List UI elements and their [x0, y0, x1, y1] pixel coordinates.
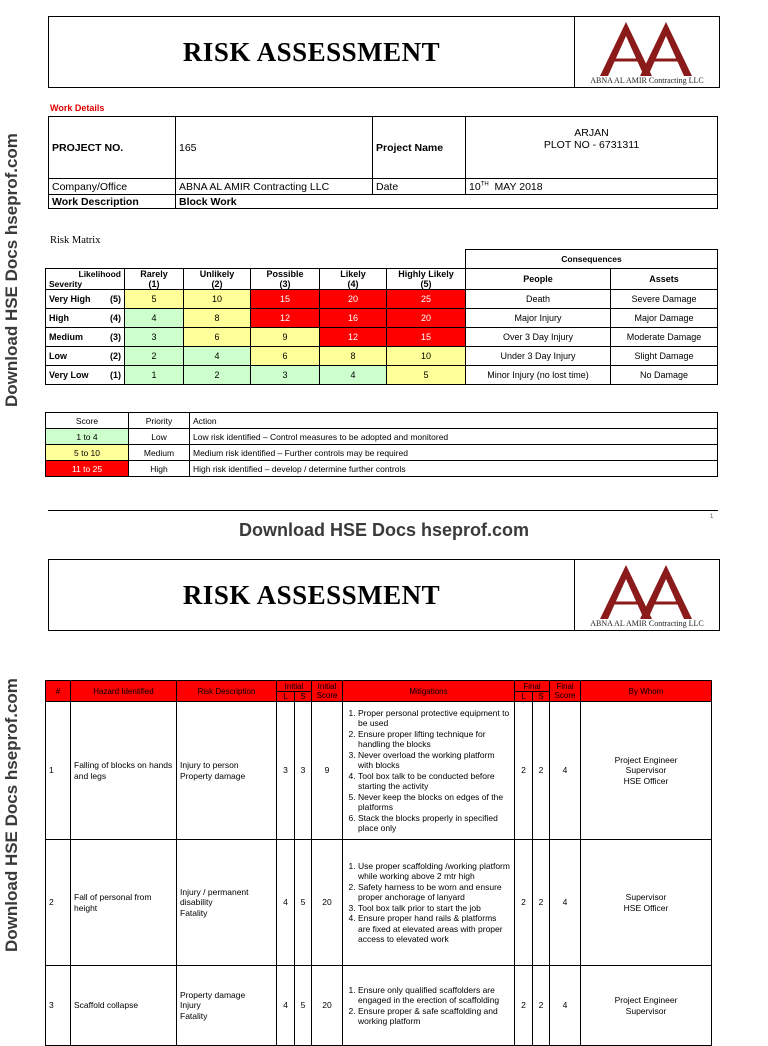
date-value — [466, 179, 718, 195]
project-name-line2: PLOT NO - 6731311 — [543, 139, 640, 151]
col-initial-l: L — [277, 692, 295, 702]
mitigation-item: 2. Safety harness to be worn and ensure proper anchorage of lanyard — [358, 882, 511, 903]
initial-l: 3 — [277, 702, 295, 840]
priority-value: Low — [129, 429, 190, 445]
initial-s: 5 — [295, 966, 312, 1046]
col-num: (3) — [279, 278, 291, 289]
col-num: (5) — [420, 278, 432, 289]
risk-desc — [177, 702, 277, 840]
mitigation-item: 3. Never overload the working platform with blocks — [358, 750, 511, 771]
project-name-label: Project Name — [373, 117, 466, 179]
initial-score: 20 — [312, 966, 343, 1046]
likelihood-label: Likelihood — [78, 268, 121, 279]
by-line: Project Engineer — [614, 995, 678, 1005]
by-line: Supervisor — [625, 1005, 667, 1016]
sev-num: (5) — [110, 293, 121, 304]
score-cell: 6 — [251, 346, 320, 365]
date-day: 10 — [469, 180, 481, 193]
people-consequence: Death — [466, 289, 611, 308]
score-cell: 5 — [125, 289, 184, 308]
mitigations — [343, 702, 515, 840]
risk-line: Injury — [180, 1000, 201, 1011]
mitigations — [343, 966, 515, 1046]
col-name: Unlikely — [199, 268, 235, 279]
work-details-table — [48, 116, 718, 209]
hazard-text: Falling of blocks on hands and legs — [71, 702, 177, 840]
col-highly-likely — [387, 268, 466, 289]
col-final-l: L — [515, 692, 533, 702]
by-line: HSE Officer — [623, 775, 669, 786]
project-name-line1: ARJAN — [574, 127, 609, 139]
score-cell: 25 — [387, 289, 466, 308]
assets-consequence: Moderate Damage — [611, 327, 718, 346]
page-title: RISK ASSESSMENT — [182, 579, 441, 610]
col-likely — [320, 268, 387, 289]
risk-line: Fatality — [180, 1010, 208, 1021]
table-row — [46, 702, 712, 840]
score-cell: 16 — [320, 308, 387, 327]
action-value: Low risk identified – Control measures to be adopted and monitored — [190, 429, 718, 445]
score-range: 1 to 4 — [46, 429, 129, 445]
company-value: ABNA AL AMIR Contracting LLC — [176, 179, 373, 195]
people-consequence: Major Injury — [466, 308, 611, 327]
mitigation-item: 1. Ensure only qualified scaffolders are engaged in the erection of scaffolding — [358, 985, 511, 1006]
company-logo — [574, 17, 719, 87]
table-row — [46, 966, 712, 1046]
col-final-s: S — [533, 692, 550, 702]
people-consequence: Minor Injury (no lost time) — [466, 365, 611, 384]
hazard-table — [45, 680, 712, 1046]
initial-score: 9 — [312, 702, 343, 840]
score-cell: 10 — [387, 346, 466, 365]
sev-name: Medium — [49, 331, 84, 342]
score-header: Score — [46, 413, 129, 429]
score-cell: 4 — [184, 346, 251, 365]
date-rest: MAY 2018 — [494, 180, 543, 193]
logo-caption: ABNA AL AMIR Contracting LLC — [590, 76, 704, 85]
score-cell: 3 — [251, 365, 320, 384]
col-hazard-header: Hazard Identified — [71, 681, 177, 702]
score-cell: 1 — [125, 365, 184, 384]
side-watermark-bottom: Download HSE Docs hseprof.com — [2, 678, 21, 952]
aa-logo-icon — [592, 563, 702, 619]
score-cell: 3 — [125, 327, 184, 346]
risk-line: Fatality — [180, 907, 208, 918]
by-whom — [581, 840, 712, 966]
col-num: (1) — [148, 278, 160, 289]
initial-s: 3 — [295, 702, 312, 840]
final-score: 4 — [550, 840, 581, 966]
date-label: Date — [373, 179, 466, 195]
score-cell: 4 — [125, 308, 184, 327]
mitigation-item: 6. Stack the blocks properly in specified place only — [358, 813, 511, 834]
hazard-text: Fall of personal from height — [71, 840, 177, 966]
people-consequence: Over 3 Day Injury — [466, 327, 611, 346]
mitigation-item: 2. Ensure proper & safe scaffolding and working platform — [358, 1006, 511, 1027]
mitigation-item: 3. Tool box talk prior to start the job — [358, 903, 511, 914]
page1-header — [48, 16, 720, 88]
col-name: Likely — [340, 268, 366, 279]
page-number: 1 — [710, 514, 714, 520]
mitigation-item: 1. Proper personal protective equipment to be used — [358, 708, 511, 729]
likelihood-severity-header — [46, 268, 125, 289]
col-num: (2) — [211, 278, 223, 289]
col-initial-score-header: Initial Score — [312, 681, 343, 702]
action-value: High risk identified – develop / determine further controls — [190, 461, 718, 477]
score-cell: 15 — [387, 327, 466, 346]
score-cell: 12 — [251, 308, 320, 327]
risk-desc — [177, 840, 277, 966]
side-watermark-top: Download HSE Docs hseprof.com — [2, 133, 21, 407]
by-whom — [581, 702, 712, 840]
hazard-text: Scaffold collapse — [71, 966, 177, 1046]
score-cell: 4 — [320, 365, 387, 384]
table-row — [46, 840, 712, 966]
final-s: 2 — [533, 702, 550, 840]
initial-score: 20 — [312, 840, 343, 966]
col-by-whom-header: By Whom — [581, 681, 712, 702]
severity-label: Severity — [49, 278, 83, 289]
assets-consequence: Slight Damage — [611, 346, 718, 365]
people-consequence: Under 3 Day Injury — [466, 346, 611, 365]
risk-matrix-table — [45, 249, 718, 385]
mitigation-item: 5. Never keep the blocks on edges of the platforms — [358, 792, 511, 813]
final-score: 4 — [550, 702, 581, 840]
priority-value: Medium — [129, 445, 190, 461]
col-name: Highly Likely — [398, 268, 454, 279]
severity-row-label — [46, 308, 125, 327]
by-whom — [581, 966, 712, 1046]
sev-name: Very Low — [49, 369, 89, 380]
col-initial-s: S — [295, 692, 312, 702]
assets-consequence: No Damage — [611, 365, 718, 384]
final-l: 2 — [515, 966, 533, 1046]
mitigation-item: 1. Use proper scaffolding /working platform while working above 2 mtr high — [358, 861, 511, 882]
by-line: Project Engineer — [614, 754, 678, 765]
aa-logo-icon — [592, 20, 702, 76]
score-cell: 8 — [184, 308, 251, 327]
final-s: 2 — [533, 966, 550, 1046]
score-cell: 12 — [320, 327, 387, 346]
mitigations — [343, 840, 515, 966]
initial-l: 4 — [277, 966, 295, 1046]
final-l: 2 — [515, 702, 533, 840]
col-unlikely — [184, 268, 251, 289]
risk-line: Injury / permanent disability — [180, 886, 249, 908]
logo-caption: ABNA AL AMIR Contracting LLC — [590, 619, 704, 628]
mitigation-item: 4. Tool box talk to be conducted before starting the activity — [358, 771, 511, 792]
page-title: RISK ASSESSMENT — [182, 36, 441, 67]
project-no-label: PROJECT NO. — [49, 117, 176, 179]
company-label: Company/Office — [49, 179, 176, 195]
final-l: 2 — [515, 840, 533, 966]
action-value: Medium risk identified – Further controls may be required — [190, 445, 718, 461]
col-name: Possible — [266, 268, 304, 279]
work-desc-value: Block Work — [176, 195, 718, 209]
sev-num: (2) — [110, 350, 121, 361]
priority-table — [45, 412, 718, 477]
by-line: Supervisor — [625, 765, 667, 776]
download-banner[interactable]: Download HSE Docs hseprof.com — [238, 520, 530, 540]
risk-line: Property damage — [180, 770, 246, 781]
sev-num: (1) — [110, 369, 121, 380]
score-range: 5 to 10 — [46, 445, 129, 461]
by-line: HSE Officer — [623, 902, 669, 913]
row-num: 1 — [46, 702, 71, 840]
date-sup: TH — [480, 181, 489, 187]
severity-row-label — [46, 289, 125, 308]
project-no-value: 165 — [176, 117, 373, 179]
score-cell: 15 — [251, 289, 320, 308]
consequences-header: Consequences — [466, 250, 718, 269]
page-divider — [48, 510, 718, 511]
score-cell: 2 — [184, 365, 251, 384]
work-details-heading: Work Details — [50, 103, 105, 113]
final-score: 4 — [550, 966, 581, 1046]
mitigation-item: 2. Ensure proper lifting technique for handling the blocks — [358, 729, 511, 750]
mitigation-item: 4. Ensure proper hand rails & platforms are fixed at elevated areas with proper access to elevated work — [358, 913, 511, 945]
risk-desc — [177, 966, 277, 1046]
score-range: 11 to 25 — [46, 461, 129, 477]
score-cell: 20 — [387, 308, 466, 327]
score-cell: 8 — [320, 346, 387, 365]
col-num: (4) — [347, 278, 359, 289]
severity-row-label — [46, 327, 125, 346]
sev-name: High — [49, 312, 69, 323]
severity-row-label — [46, 365, 125, 384]
score-cell: 20 — [320, 289, 387, 308]
col-mitigations-header: Mitigations — [343, 681, 515, 702]
col-final-score-header: Final Score — [550, 681, 581, 702]
score-cell: 9 — [251, 327, 320, 346]
col-possible — [251, 268, 320, 289]
action-header: Action — [190, 413, 718, 429]
score-cell: 10 — [184, 289, 251, 308]
sev-num: (4) — [110, 312, 121, 323]
sev-name: Low — [49, 350, 67, 361]
initial-l: 4 — [277, 840, 295, 966]
work-desc-label: Work Description — [49, 195, 176, 209]
score-cell: 2 — [125, 346, 184, 365]
score-cell: 5 — [387, 365, 466, 384]
col-final-header: Final — [515, 681, 550, 692]
assets-consequence: Severe Damage — [611, 289, 718, 308]
risk-line: Property damage — [180, 989, 246, 1000]
initial-s: 5 — [295, 840, 312, 966]
risk-line: Injury to person — [180, 760, 239, 770]
col-rarely — [125, 268, 184, 289]
sev-name: Very High — [49, 293, 91, 304]
score-cell: 6 — [184, 327, 251, 346]
assets-header: Assets — [611, 268, 718, 289]
by-line: Supervisor — [625, 892, 667, 902]
row-num: 2 — [46, 840, 71, 966]
sev-num: (3) — [110, 331, 121, 342]
assets-consequence: Major Damage — [611, 308, 718, 327]
col-num-header: # — [46, 681, 71, 702]
risk-matrix-label: Risk Matrix — [50, 235, 101, 246]
priority-value: High — [129, 461, 190, 477]
people-header: People — [466, 268, 611, 289]
priority-header: Priority — [129, 413, 190, 429]
col-name: Rarely — [140, 268, 168, 279]
col-risk-header: Risk Description — [177, 681, 277, 702]
company-logo — [574, 560, 719, 630]
severity-row-label — [46, 346, 125, 365]
row-num: 3 — [46, 966, 71, 1046]
page2-header — [48, 559, 720, 631]
final-s: 2 — [533, 840, 550, 966]
project-name-value — [466, 117, 718, 179]
col-initial-header: Initial — [277, 681, 312, 692]
